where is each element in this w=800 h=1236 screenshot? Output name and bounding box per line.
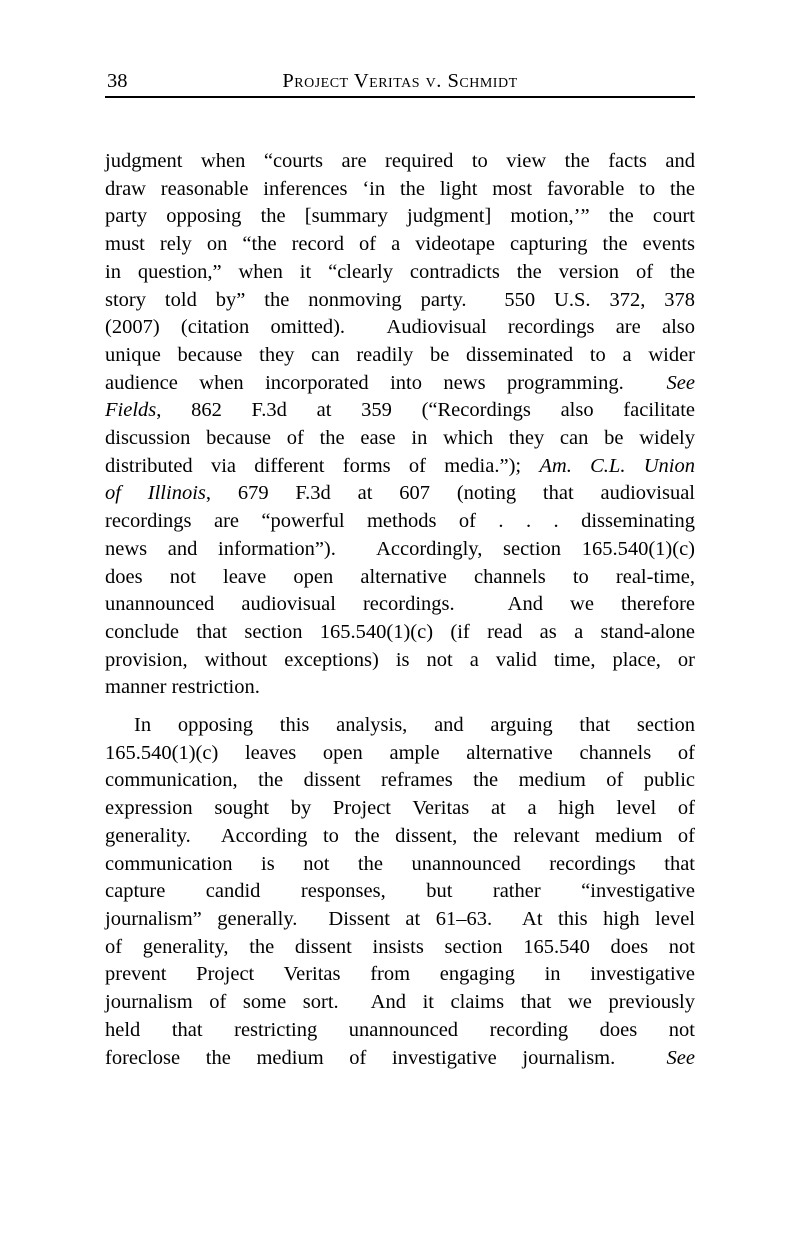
- text-line: [105, 878, 695, 906]
- text-line: [105, 712, 695, 740]
- text-segment: journalism” generally. Dissent at 61–63. At this high level: [105, 907, 695, 930]
- italic-text-segment: See: [666, 371, 695, 394]
- page-number: 38: [107, 70, 128, 92]
- text-line: [105, 740, 695, 768]
- text-segment: discussion because of the ease in which they can be widely: [105, 427, 695, 450]
- text-segment: In opposing this analysis, and arguing that section: [134, 714, 695, 737]
- text-line: [105, 823, 695, 851]
- paragraph: [105, 148, 695, 702]
- text-segment: held that restricting unannounced recording does not: [105, 1018, 695, 1041]
- text-line: [105, 674, 695, 702]
- document-body: [105, 148, 695, 1072]
- text-segment: (2007) (citation omitted). Audiovisual recordings are also: [105, 316, 695, 339]
- text-segment: distributed via different forms of media.”);: [105, 454, 540, 477]
- text-segment: communication is not the unannounced recordings that: [105, 852, 695, 875]
- text-segment: must rely on “the record of a videotape capturing the events: [105, 233, 695, 256]
- text-line: [105, 397, 695, 425]
- text-line: [105, 231, 695, 259]
- text-segment: manner restriction.: [105, 676, 260, 699]
- text-line: [105, 287, 695, 315]
- text-segment: unannounced audiovisual recordings. And we therefore: [105, 593, 695, 616]
- text-line: [105, 1045, 695, 1073]
- text-line: [105, 1017, 695, 1045]
- text-line: [105, 148, 695, 176]
- text-line: [105, 564, 695, 592]
- header-rule: [105, 96, 695, 98]
- text-segment: , 862 F.3d at 359 (“Recordings also facilitate: [156, 399, 695, 422]
- text-segment: judgment when “courts are required to view the facts and: [105, 150, 695, 172]
- text-segment: conclude that section 165.540(1)(c) (if read as a stand-alone: [105, 620, 695, 643]
- text-line: [105, 795, 695, 823]
- text-line: [105, 961, 695, 989]
- text-segment: capture candid responses, but rather “investigative: [105, 880, 695, 903]
- text-line: [105, 536, 695, 564]
- text-line: [105, 934, 695, 962]
- text-segment: audience when incorporated into news programming.: [105, 371, 667, 394]
- italic-text-segment: Am. C.L. Union: [539, 454, 695, 477]
- text-line: [105, 851, 695, 879]
- text-line: [105, 767, 695, 795]
- text-line: [105, 203, 695, 231]
- text-line: [105, 453, 695, 481]
- italic-text-segment: of Illinois: [105, 482, 206, 505]
- page-header: [105, 0, 695, 93]
- text-segment: prevent Project Veritas from engaging in investigative: [105, 963, 695, 986]
- text-segment: provision, without exceptions) is not a valid time, place, or: [105, 648, 695, 671]
- text-line: [105, 259, 695, 287]
- text-segment: journalism of some sort. And it claims that we previously: [105, 991, 695, 1014]
- text-segment: of generality, the dissent insists section 165.540 does not: [105, 935, 695, 958]
- text-line: [105, 314, 695, 342]
- text-line: [105, 989, 695, 1017]
- text-line: [105, 647, 695, 675]
- italic-text-segment: See: [666, 1046, 695, 1069]
- text-line: [105, 342, 695, 370]
- text-segment: in question,” when it “clearly contradicts the version of the: [105, 260, 695, 283]
- text-line: [105, 906, 695, 934]
- text-segment: generality. According to the dissent, the relevant medium of: [105, 824, 695, 847]
- text-line: [105, 176, 695, 204]
- text-segment: , 679 F.3d at 607 (noting that audiovisual: [205, 482, 695, 505]
- text-segment: story told by” the nonmoving party. 550 U.S. 372, 378: [105, 288, 695, 311]
- text-line: [105, 425, 695, 453]
- case-title: Project Veritas v. Schmidt: [282, 70, 518, 92]
- text-line: [105, 591, 695, 619]
- text-segment: news and information”). Accordingly, section 165.540(1)(c): [105, 537, 695, 560]
- text-segment: expression sought by Project Veritas at a high level of: [105, 797, 695, 820]
- text-segment: does not leave open alternative channels to real-time,: [105, 565, 695, 588]
- text-segment: unique because they can readily be disseminated to a wider: [105, 343, 695, 366]
- text-line: [105, 370, 695, 398]
- italic-text-segment: Fields: [105, 399, 157, 422]
- text-segment: recordings are “powerful methods of . . . disseminating: [105, 510, 695, 533]
- text-segment: draw reasonable inferences ‘in the light most favorable to the: [105, 177, 695, 200]
- paragraph: [105, 712, 695, 1072]
- text-line: [105, 480, 695, 508]
- text-segment: foreclose the medium of investigative journalism.: [105, 1046, 667, 1069]
- text-line: [105, 508, 695, 536]
- text-segment: 165.540(1)(c) leaves open ample alternative channels of: [105, 741, 695, 764]
- content-column: [105, 0, 695, 1072]
- text-line: [105, 619, 695, 647]
- text-segment: party opposing the [summary judgment] motion,’” the court: [105, 205, 695, 228]
- text-segment: communication, the dissent reframes the medium of public: [105, 769, 695, 792]
